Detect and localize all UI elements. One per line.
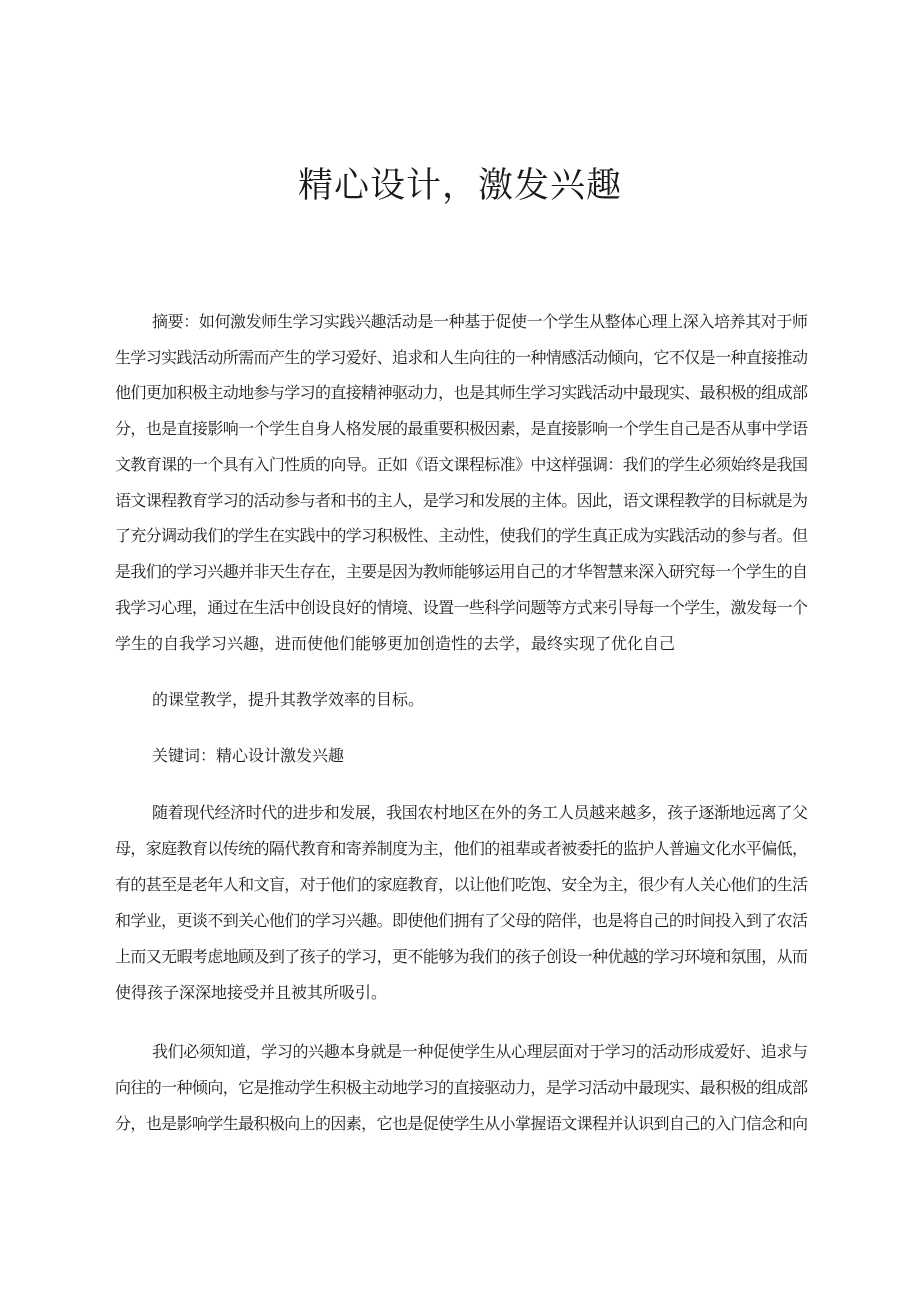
abstract-line-4: 分，也是直接影响一个学生自身人格发展的最重要积极因素，是直接影响一个学生自己是否从事中学语	[115, 419, 808, 438]
paragraph1-line-2: 母，家庭教育以传统的隔代教育和寄养制度为主，他们的祖辈或者被委托的监护人普遍文化水平偏低，	[115, 839, 808, 858]
paragraph1-line-4: 和学业，更谈不到关心他们的学习兴趣。即使他们拥有了父母的陪伴，也是将自己的时间投入到了农活	[115, 911, 808, 930]
paragraph2-line-2: 向往的一种倾向，它是推动学生积极主动地学习的直接驱动力，是学习活动中最现实、最积极的组成部	[115, 1078, 808, 1097]
abstract-line-9: 我学习心理，通过在生活中创设良好的情境、设置一些科学问题等方式来引导每一个学生，激发每一个	[115, 598, 808, 617]
abstract-line-6: 语文课程教育学习的活动参与者和书的主人，是学习和发展的主体。因此，语文课程教学的目标就是为	[115, 491, 808, 510]
abstract-line-2: 生学习实践活动所需而产生的学习爱好、追求和人生向往的一种情感活动倾向，它不仅是一种直接推动	[115, 348, 808, 367]
paragraph1-line-5: 上而又无暇考虑地顾及到了孩子的学习，更不能够为我们的孩子创设一种优越的学习环境和氛围，从而	[115, 947, 808, 966]
abstract-line-8: 是我们的学习兴趣并非天生存在，主要是因为教师能够运用自己的才华智慧来深入研究每一个学生的自	[115, 562, 808, 581]
page-title: 精心设计，激发兴趣	[297, 166, 622, 206]
paragraph1-line-1: 随着现代经济时代的进步和发展，我国农村地区在外的务工人员越来越多，孩子逐渐地远离了父	[152, 803, 808, 822]
abstract-line-5: 文教育课的一个具有入门性质的向导。正如《语文课程标准》中这样强调：我们的学生必须始终是我国	[115, 455, 808, 474]
paragraph1-line-3: 有的甚至是老年人和文盲，对于他们的家庭教育，以让他们吃饱、安全为主，很少有人关心他们的生活	[115, 875, 808, 894]
abstract-line-10: 学生的自我学习兴趣，进而使他们能够更加创造性的去学，最终实现了优化自己	[115, 634, 676, 653]
abstract-line-1: 摘要：如何激发师生学习实践兴趣活动是一种基于促使一个学生从整体心理上深入培养其对于师	[152, 312, 808, 331]
paragraph1-line-6: 使得孩子深深地接受并且被其所吸引。	[115, 983, 388, 1002]
paragraph2-line-1: 我们必须知道，学习的兴趣本身就是一种促使学生从心理层面对于学习的活动形成爱好、追求与	[152, 1042, 808, 1061]
keywords: 关键词：精心设计激发兴趣	[152, 746, 345, 765]
abstract-line-3: 他们更加积极主动地参与学习的直接精神驱动力，也是其师生学习实践活动中最现实、最积极的组成部	[115, 383, 808, 402]
abstract-continuation: 的课堂教学，提升其教学效率的目标。	[152, 690, 425, 709]
paragraph2-line-3: 分，也是影响学生最积极向上的因素，它也是促使学生从小掌握语文课程并认识到自己的入门信念和向	[115, 1114, 808, 1133]
abstract-line-7: 了充分调动我们的学生在实践中的学习积极性、主动性，使我们的学生真正成为实践活动的参与者。但	[115, 526, 808, 545]
